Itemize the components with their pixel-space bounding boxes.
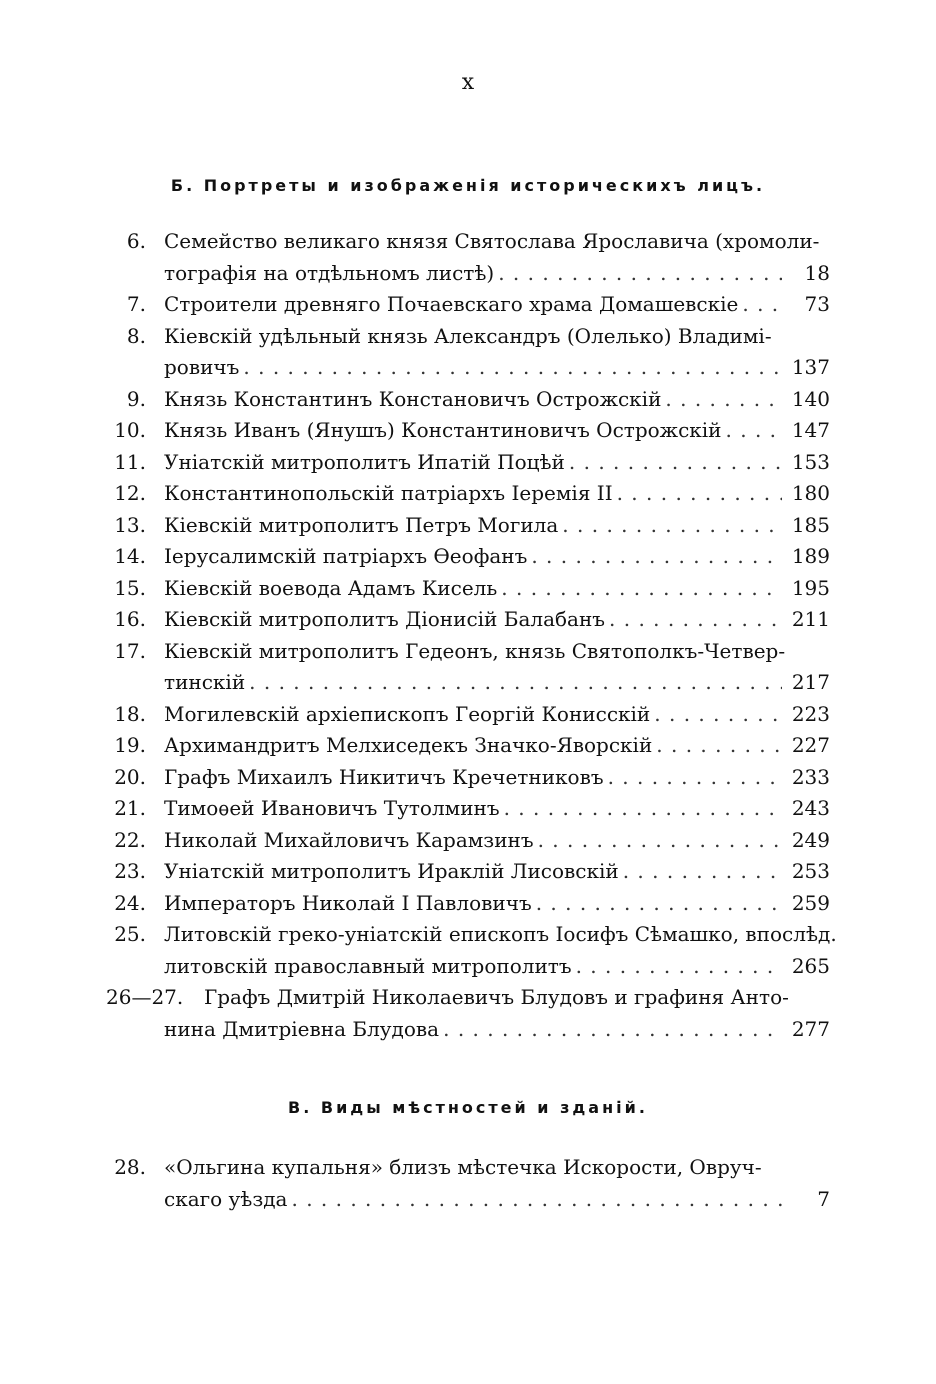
dot-leader xyxy=(623,856,782,888)
dot-leader xyxy=(243,352,782,384)
entry-page: 243 xyxy=(791,796,830,820)
entry-title-line: Семейство великаго князя Святослава Ярославича (хромоли- xyxy=(164,229,820,253)
entry-title-line: Императоръ Николай I Павловичъ xyxy=(164,890,532,915)
entry-title-line: Тимоѳей Ивановичъ Тутолминъ xyxy=(164,796,500,820)
toc-entry xyxy=(100,415,830,447)
dot-leader xyxy=(531,541,782,573)
toc-entry xyxy=(100,762,830,794)
section-b-entries xyxy=(100,226,837,1045)
toc-entry xyxy=(100,447,830,479)
entry-number: 10. xyxy=(114,418,146,442)
section-b-heading: Б. Портреты и изображенія историческихъ лицъ. xyxy=(170,176,766,195)
dot-leader xyxy=(536,888,782,920)
toc-entry xyxy=(100,541,830,573)
dot-leader xyxy=(617,478,782,510)
entry-page: 217 xyxy=(791,670,830,694)
toc-entry xyxy=(100,226,830,289)
entry-title-line: Константинопольскій патріархъ Іеремія II xyxy=(164,481,613,505)
entry-title-line: Кіевскій митрополитъ Гедеонъ, князь Святополкъ-Четвер- xyxy=(164,638,786,663)
entry-title-line: Уніатскій митрополитъ Ипатій Поцѣй xyxy=(164,449,565,474)
entry-title-line: скаго уѣзда xyxy=(164,1186,288,1211)
entry-page: 259 xyxy=(791,890,830,915)
entry-page: 137 xyxy=(791,355,830,379)
entry-page: 185 xyxy=(791,512,830,537)
dot-leader xyxy=(654,699,782,731)
entry-page: 249 xyxy=(791,827,830,852)
toc-entry xyxy=(100,982,830,1045)
entry-number: 16. xyxy=(114,607,146,631)
toc-entry xyxy=(100,730,830,762)
entry-page: 189 xyxy=(791,544,830,568)
entry-number: 21. xyxy=(114,796,146,820)
entry-title-line: Николай Михайловичъ Карамзинъ xyxy=(164,827,534,852)
entry-number: 26—27. xyxy=(106,985,184,1009)
dot-leader xyxy=(726,415,782,447)
dot-leader xyxy=(504,793,782,825)
entry-title-line: Графъ Дмитрій Николаевичъ Блудовъ и графиня Анто- xyxy=(204,985,789,1009)
dot-leader xyxy=(249,667,782,699)
entry-number: 7. xyxy=(126,292,146,316)
toc-entry xyxy=(100,825,830,857)
entry-number: 12. xyxy=(114,481,146,505)
entry-page: 265 xyxy=(791,953,830,978)
toc-entry xyxy=(100,321,830,384)
entry-page: 233 xyxy=(791,764,830,789)
entry-title-line: тографія на отдѣльномъ листѣ) xyxy=(164,260,495,285)
entry-page: 18 xyxy=(804,260,830,285)
entry-title-line: Уніатскій митрополитъ Ираклій Лисовскій xyxy=(164,859,619,883)
toc-entry xyxy=(100,604,830,636)
dot-leader xyxy=(665,384,782,416)
toc-entry xyxy=(100,478,830,510)
toc-entry xyxy=(100,1152,830,1215)
dot-leader xyxy=(608,762,782,794)
entry-title-line: Графъ Михаилъ Никитичъ Кречетниковъ xyxy=(164,764,604,789)
entry-number: 14. xyxy=(114,544,146,568)
entry-title-line: Строители древняго Почаевскаго храма Домашевскіе xyxy=(164,292,739,316)
entry-page: 253 xyxy=(791,859,830,883)
entry-number: 28. xyxy=(114,1155,146,1179)
entry-number: 13. xyxy=(114,512,146,537)
entry-number: 17. xyxy=(114,638,146,663)
toc-entry xyxy=(100,289,830,321)
entry-title-line: литовскій православный митрополитъ xyxy=(164,953,572,978)
dot-leader xyxy=(291,1184,782,1216)
entry-page: 153 xyxy=(791,449,830,474)
dot-leader xyxy=(501,573,782,605)
entry-page: 195 xyxy=(791,575,830,600)
entry-number: 8. xyxy=(126,323,146,348)
dot-leader xyxy=(576,951,782,983)
entry-number: 23. xyxy=(114,859,146,883)
entry-title-line: тинскій xyxy=(164,670,246,694)
entry-title-line: Литовскій греко-уніатскій епископъ Іосифъ Сѣмашко, впослѣд. xyxy=(164,922,837,946)
dot-leader xyxy=(569,447,782,479)
dot-leader xyxy=(562,510,782,542)
entry-title-line: Іерусалимскій патріархъ Ѳеофанъ xyxy=(164,544,528,568)
entry-title-line: нина Дмитріевна Блудова xyxy=(164,1016,440,1041)
dot-leader xyxy=(656,730,782,762)
dot-leader xyxy=(443,1014,782,1046)
entry-title-line: «Ольгина купальня» близъ мѣстечка Искорости, Овруч- xyxy=(164,1155,762,1179)
entry-number: 6. xyxy=(126,229,146,253)
entry-page: 7 xyxy=(817,1186,830,1211)
section-v-entries xyxy=(100,1152,830,1215)
toc-entry xyxy=(100,573,830,605)
entry-title-line: Могилевскій архіепископъ Георгій Конисскій xyxy=(164,701,651,726)
entry-number: 24. xyxy=(114,890,146,915)
dot-leader xyxy=(538,825,782,857)
entry-number: 22. xyxy=(114,827,146,852)
toc-entry xyxy=(100,636,830,699)
toc-entry xyxy=(100,919,837,982)
dot-leader xyxy=(609,604,782,636)
toc-entry xyxy=(100,384,830,416)
entry-number: 11. xyxy=(114,449,146,474)
toc-entry xyxy=(100,856,830,888)
entry-title-line: Князь Иванъ (Янушъ) Константиновичъ Острожскій xyxy=(164,418,722,442)
entry-title-line: Князь Константинъ Констановичъ Острожскій xyxy=(164,386,662,411)
entry-number: 18. xyxy=(114,701,146,726)
entry-number: 19. xyxy=(114,733,146,757)
entry-number: 9. xyxy=(126,386,146,411)
entry-page: 227 xyxy=(791,733,830,757)
section-v-heading: В. Виды мѣстностей и зданій. xyxy=(288,1098,648,1117)
entry-number: 15. xyxy=(114,575,146,600)
toc-entry xyxy=(100,793,830,825)
dot-leader xyxy=(498,258,782,290)
toc-entry xyxy=(100,888,830,920)
page-folio: x xyxy=(461,70,475,95)
entry-title-line: Кіевскій митрополитъ Діонисій Балабанъ xyxy=(164,607,606,631)
dot-leader xyxy=(742,289,782,321)
entry-page: 140 xyxy=(791,386,830,411)
entry-page: 73 xyxy=(804,292,830,316)
entry-page: 223 xyxy=(791,701,830,726)
entry-page: 277 xyxy=(791,1016,830,1041)
toc-entry xyxy=(100,510,830,542)
entry-number: 20. xyxy=(114,764,146,789)
entry-title-line: Кіевскій удѣльный князь Александръ (Олелько) Владимі- xyxy=(164,323,772,348)
entry-title-line: Кіевскій митрополитъ Петръ Могила xyxy=(164,512,559,537)
entry-title-line: ровичъ xyxy=(164,355,240,379)
entry-page: 180 xyxy=(791,481,830,505)
entry-number: 25. xyxy=(114,922,146,946)
entry-page: 211 xyxy=(791,607,830,631)
entry-page: 147 xyxy=(791,418,830,442)
entry-title-line: Архимандритъ Мелхиседекъ Значко-Яворскій xyxy=(164,733,653,757)
toc-entry xyxy=(100,699,830,731)
entry-title-line: Кіевскій воевода Адамъ Кисель xyxy=(164,575,498,600)
